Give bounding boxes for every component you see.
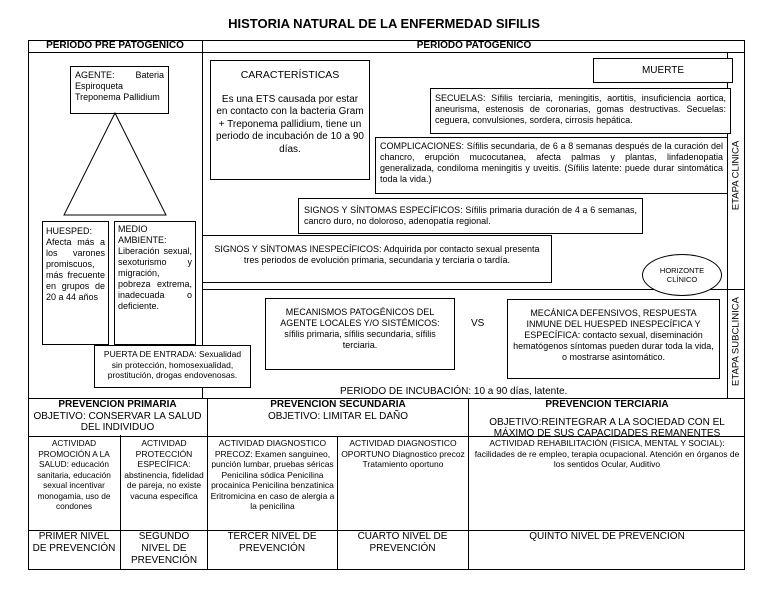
- signos-especificos-box: SIGNOS Y SÍNTOMAS ESPECÍFICOS: Sífilis primaria duración de 4 a 6 semanas, cancro duro, no doloroso, adenopatía regional.: [298, 198, 643, 234]
- nivel-5: QUINTO NIVEL DE PREVENCIÓN: [529, 531, 685, 542]
- mecanismos-box: MECANISMOS PATOGÉNICOS DEL AGENTE LOCALES Y/O SISTÉMICOS: sífilis primaria, sífilis secundaria, sífilis terciaria.: [265, 298, 455, 370]
- defensivos-box: MECÁNICA DEFENSIVOS, RESPUESTA INMUNE DEL HUESPED INESPECÍFICA Y ESPECÍFICA: contacto sexual, diseminación hematógenos síntomas pueden durar toda la vida, o mostrarse asintomático.: [507, 299, 720, 379]
- medio-ambiente-box: MEDIO AMBIENTE: Liberación sexual, sexoturismo y migración, pobreza extrema, inadecuada o deficiente.: [114, 221, 196, 345]
- nivel-4: CUARTO NIVEL DE PREVENCIÓN: [357, 531, 448, 554]
- puerta-de-entrada-box: PUERTA DE ENTRADA: Sexualidad sin protección, homosexualidad, prostitución, drogas endovenosas.: [94, 345, 251, 388]
- primaria-objective: OBJETIVO: CONSERVAR LA SALUD DEL INDIVIDUO: [33, 410, 202, 433]
- horizonte-clinico-ellipse: [642, 254, 722, 296]
- huesped-box: HUESPED: Afecta más a los varones promiscuos, más frecuente en grupos de 20 a 44 años: [42, 221, 109, 345]
- complicaciones-box: COMPLICACIONES: Sífilis secundaria, de 6 a 8 semanas después de la curación del chancro, erupción mucocutanea, afecta palmas y plantas, linfadenopatia generalizada, condiloma meningitis y uveitis. (Sífilis latente: puede durar sintomática toda la vida.): [375, 137, 728, 194]
- secundaria-title: PREVENCION SECUNDARIA: [270, 399, 406, 410]
- incubacion-label: PERIODO DE INCUBACIÓN: 10 a 90 días, latente.: [340, 386, 568, 397]
- actividad-promocion: ACTIVIDAD PROMOCIÓN A LA SALUD: educación sanitaria, educación sexual incentivar monogamia, uso de condones: [37, 438, 111, 511]
- header-pathogenic: PERIODO PATOGENICO: [202, 40, 745, 53]
- secuelas-box: SECUELAS: Sífilis terciaria, meningitis, aortitis, insuficiencia aortica, aneurisma, estenosis de coronarias, gomas destructivas. Secuelas: ceguera, convulsiones, sordera, cirrosis hepática.: [430, 88, 731, 134]
- header-pre-pathogenic: PERIODO PRE PATOGENICO: [28, 40, 202, 53]
- diagram-title: HISTORIA NATURAL DE LA ENFERMEDAD SIFILIS: [228, 16, 540, 31]
- agente-word: Bateria: [135, 70, 164, 80]
- terciaria-title: PREVENCION TERCIARIA: [545, 399, 669, 410]
- etapa-subclinica-label: ETAPA SUBCLINICA: [730, 297, 742, 386]
- actividad-diagnostico-precoz: ACTIVIDAD DIAGNOSTICO PRECOZ: Examen sanguineo, punción lumbar, pruebas séricas Penicilina sódica Penicilina procainica Penicilina benzatinica Eritromicina en caso de alergia a la penicilina: [210, 438, 335, 511]
- agente-box: [70, 66, 169, 114]
- etapa-clinica-label: ETAPA CLINICA: [730, 140, 742, 211]
- caracteristicas-box: [210, 60, 370, 180]
- vs-label: VS: [471, 318, 485, 329]
- actividad-diagnostico-oportuno: ACTIVIDAD DIAGNOSTICO OPORTUNO Diagnostico precoz Tratamiento oportuno: [341, 438, 465, 469]
- triangle-shape: [64, 113, 166, 215]
- nivel-2: SEGUNDO NIVEL DE PREVENCIÓN: [130, 531, 198, 566]
- rehabilitacion-head: ACTIVIDAD REHABILITACIÓN (FISICA, MENTAL Y SOCIAL):: [489, 438, 725, 448]
- rehabilitacion-body: facilidades de re empleo, terapia ocupacional. Atención en órganos de los sentidos Ocular, Auditivo: [474, 448, 740, 469]
- epidemiological-triangle: [60, 110, 170, 220]
- caracteristicas-text: Es una ETS causada por estar en contacto con la bacteria Gram + Treponema pallidium, tiene un periodo de incubación de 10 a 90 días.: [216, 93, 364, 155]
- prevencion-secundaria: [208, 399, 468, 435]
- primaria-title: PREVENCION PRIMARIA: [58, 399, 177, 410]
- agente-label: AGENTE:: [75, 70, 115, 80]
- muerte-box: MUERTE: [593, 58, 733, 83]
- secundaria-objective: OBJETIVO: LIMITAR EL DAÑO: [267, 410, 409, 422]
- prev-sub-sep-1: [120, 435, 121, 570]
- nivel-1: PRIMER NIVEL DE PREVENCIÓN: [32, 531, 116, 554]
- agente-text: Espiroqueta Treponema Pallidium: [75, 81, 160, 102]
- nivel-3: TERCER NIVEL DE PREVENCIÓN: [227, 531, 317, 554]
- caracteristicas-title: CARACTERÍSTICAS: [240, 69, 340, 81]
- prev-sub-sep-2: [337, 437, 338, 570]
- actividad-rehabilitacion: [470, 438, 744, 470]
- signos-inespecificos-box: SIGNOS Y SÍNTOMAS INESPECÍFICOS: Adquirida por contacto sexual presenta tres periodos de evolución primaria, secundaria y terciaria o tardía.: [202, 235, 552, 283]
- prevencion-terciaria: [469, 399, 745, 439]
- horizonte-clinico-label: HORIZONTE CLÍNICO: [659, 266, 705, 284]
- prevencion-primaria: [28, 399, 207, 435]
- terciaria-objective: OBJETIVO:REINTEGRAR A LA SOCIEDAD CON EL MÁXIMO DE SUS CAPACIDADES REMANENTES: [489, 416, 725, 439]
- actividad-proteccion: ACTIVIDAD PROTECCIÓN ESPECÍFICA: abstinencia, fidelidad de pareja, no existe vacuna especifica: [124, 438, 204, 501]
